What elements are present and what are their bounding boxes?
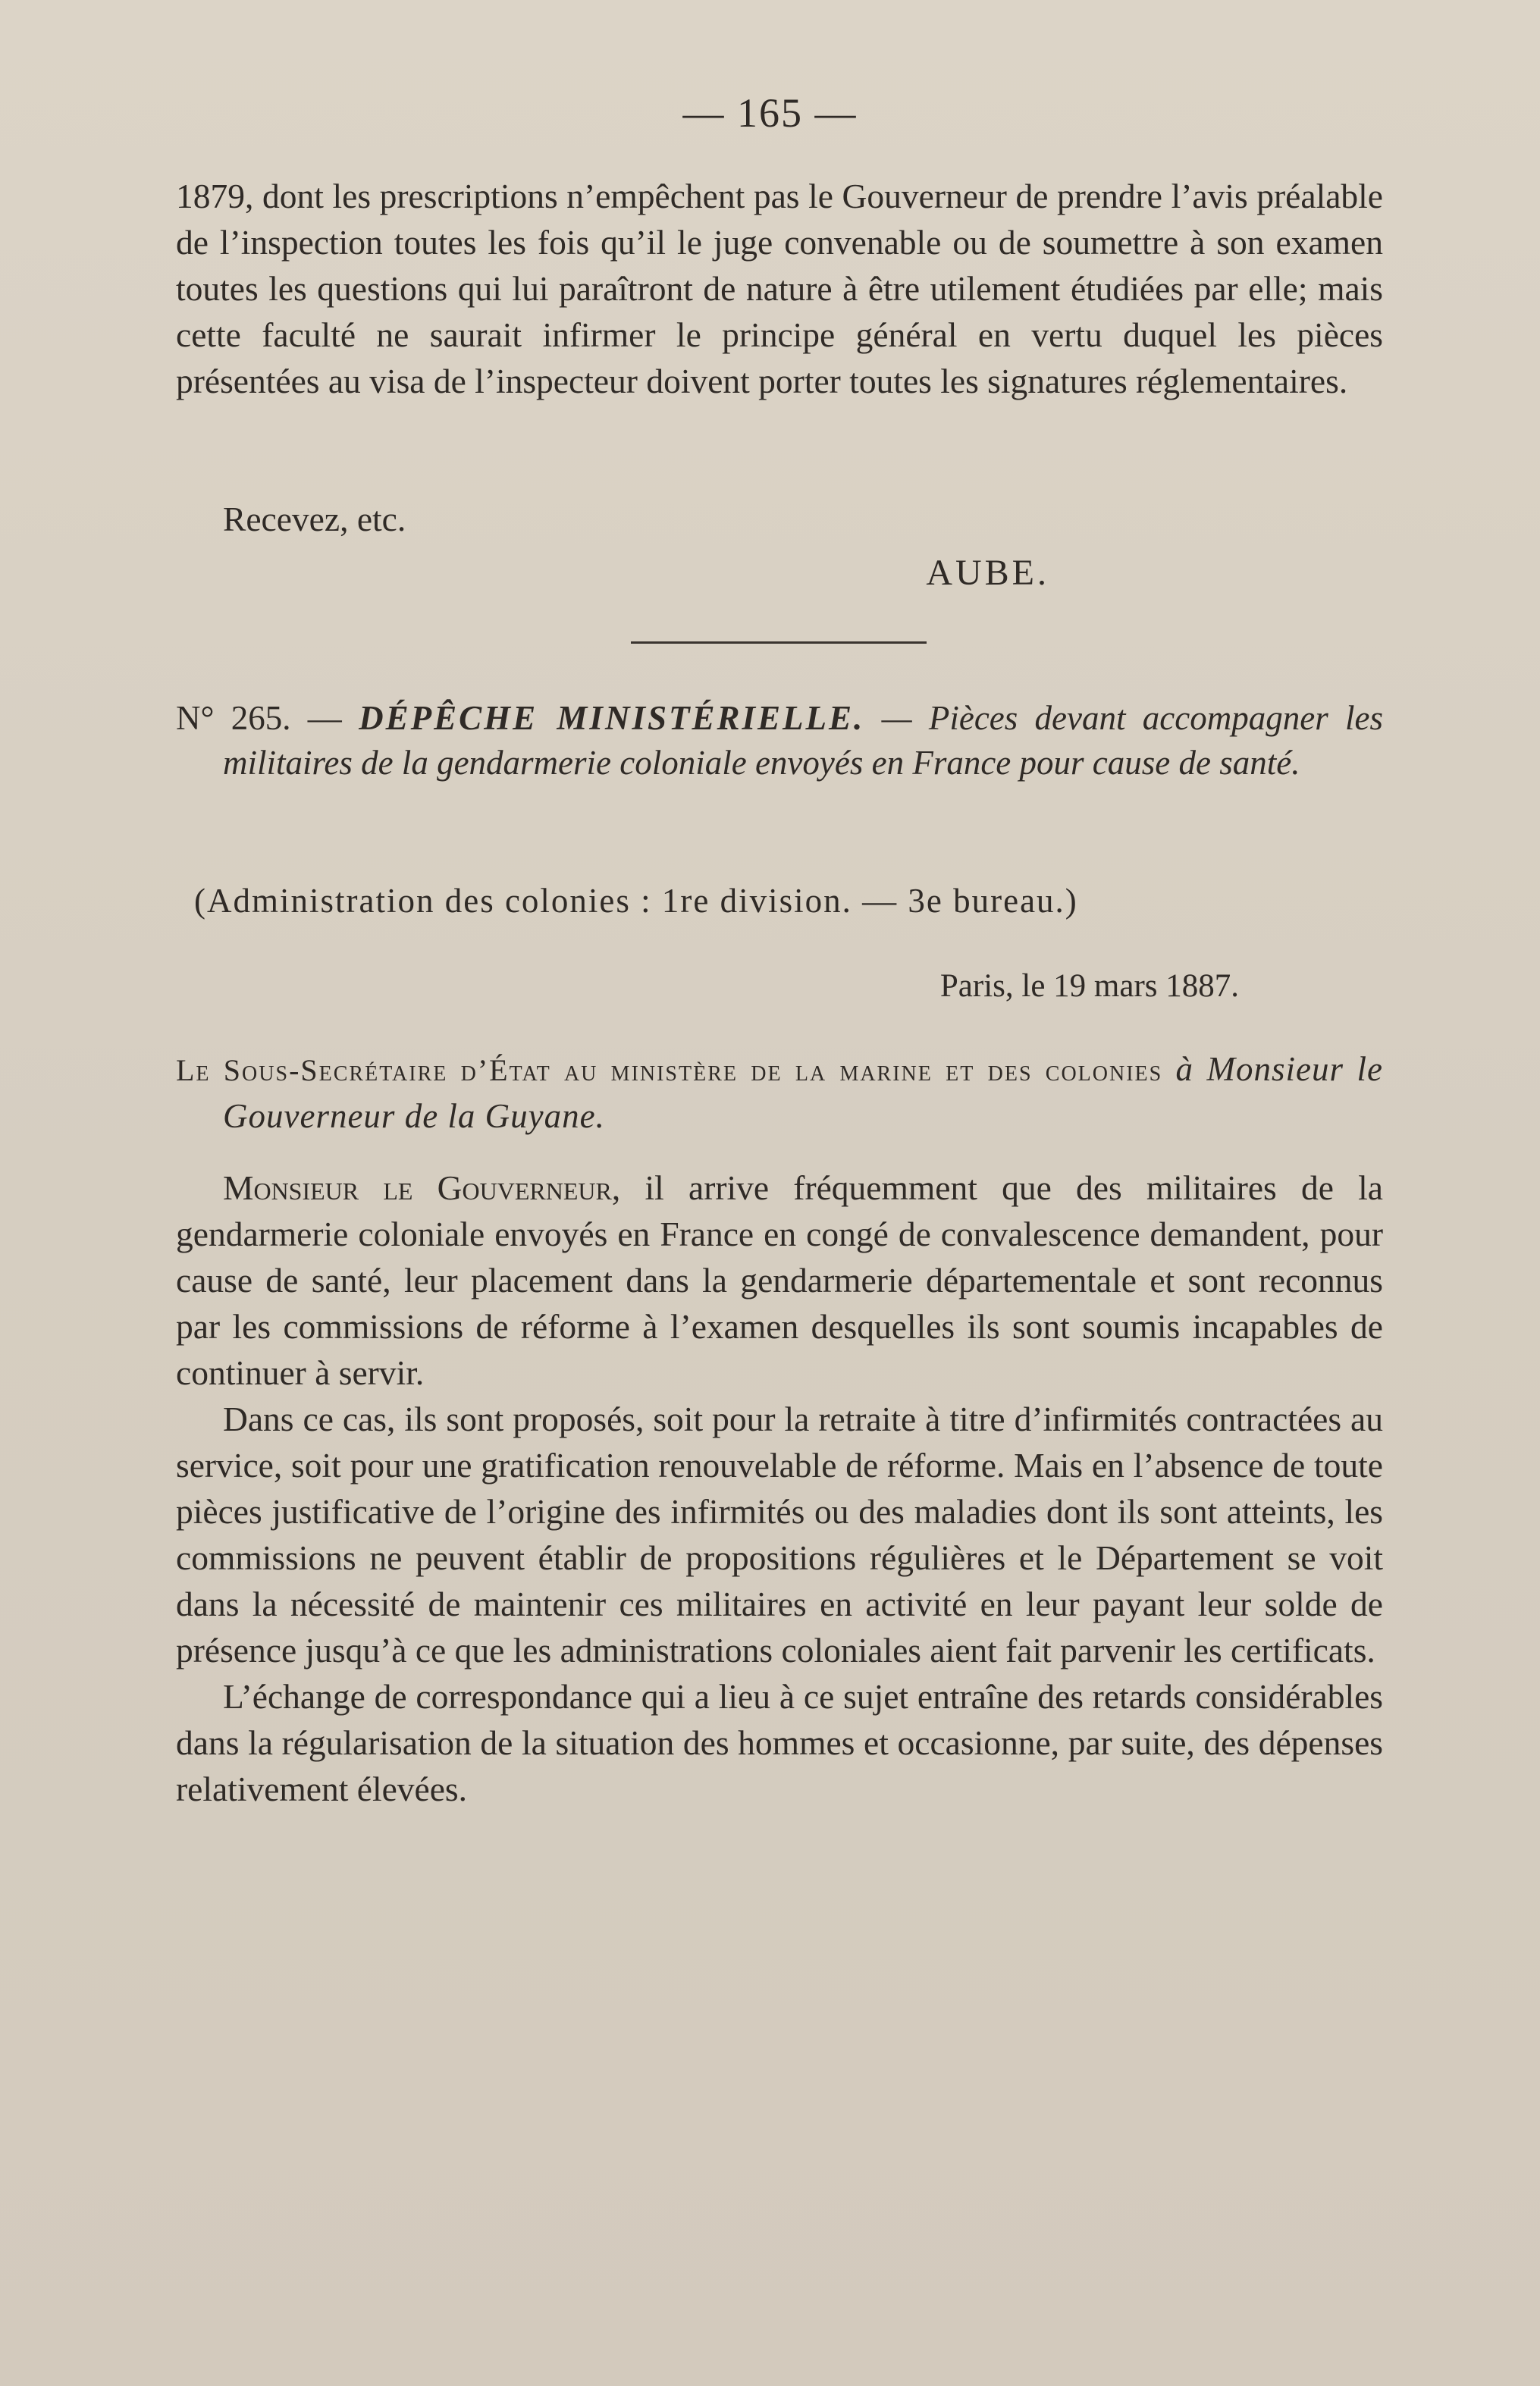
dispatch-heading-text [176, 696, 1383, 785]
addressee-line [176, 1046, 1383, 1140]
salutation: Monsieur le Gouverneur, [223, 1168, 621, 1207]
letter-body [176, 1165, 1383, 1812]
signature: AUBE. [926, 553, 1049, 593]
addressee-recipient: à Monsieur le Gouverneur de la Guyane. [223, 1050, 1383, 1135]
closing-formula: Recevez, etc. [223, 500, 406, 538]
closing-block [176, 496, 1383, 542]
dispatch-description: — Pièces devant accompagner les militaires de la gendarmerie coloniale envoyés en France pour cause de santé. [223, 699, 1383, 782]
dateline-block [176, 967, 1383, 1005]
dispatch-title: DÉPÊCHE MINISTÉRIELLE. [359, 699, 865, 737]
dispatch-number: N° 265. — [176, 699, 342, 737]
administration-block [176, 878, 1383, 924]
letter-paragraph-1 [176, 1165, 1383, 1396]
addressee-block [176, 1046, 1383, 1140]
administration-line: (Administration des colonies : 1re division. — 3e bureau.) [194, 882, 1078, 920]
letter-paragraph-2: Dans ce cas, ils sont proposés, soit pour la retraite à titre d’infirmités contractées au service, soit pour une gratification renouvelable de réforme. Mais en l’absence de toute pièces justificative de l’origine des infirmités ou des maladies dont ils sont atteints, les commissions ne peuvent établir de propositions régulières et le Département se voit dans la nécessité de maintenir ces militaires en activité en leur payant leur solde de présence jusqu’à ce que les administrations coloniales aient fait parvenir les certificats. [176, 1400, 1383, 1670]
signature-block [176, 552, 1383, 594]
dispatch-heading [176, 696, 1383, 785]
continuation-block [176, 173, 1383, 404]
continuation-paragraph: 1879, dont les prescriptions n’empêchent pas le Gouverneur de prendre l’avis préalable de l’inspection toutes les fois qu’il le juge convenable ou de soumettre à son examen toutes les questions qui lui paraîtront de nature à être utilement étudiées par elle; mais cette faculté ne saurait infirmer le principe général en vertu duquel les pièces présentées au visa de l’inspecteur doivent porter toutes les signatures réglementaires. [176, 177, 1383, 400]
dateline: Paris, le 19 mars 1887. [939, 968, 1239, 1004]
page-number: — 165 — [682, 90, 858, 136]
addressee-sender: Le Sous-Secrétaire d’État au ministère de la marine et des colonies [176, 1053, 1163, 1087]
section-divider [631, 641, 927, 644]
letter-paragraph-3: L’échange de correspondance qui a lieu à ce sujet entraîne des retards considérables dans la régularisation de la situation des hommes et occasionne, par suite, des dépenses relativement élevées. [176, 1677, 1383, 1808]
letter-paragraph-1-text: il arrive fréquemment que des militaires de la gendarmerie coloniale envoyés en France en congé de convalescence demandent, pour cause de santé, leur placement dans la gendarmerie départementale et sont reconnus par les commissions de réforme à l’examen desquelles ils sont soumis incapables de continuer à servir. [176, 1168, 1383, 1392]
